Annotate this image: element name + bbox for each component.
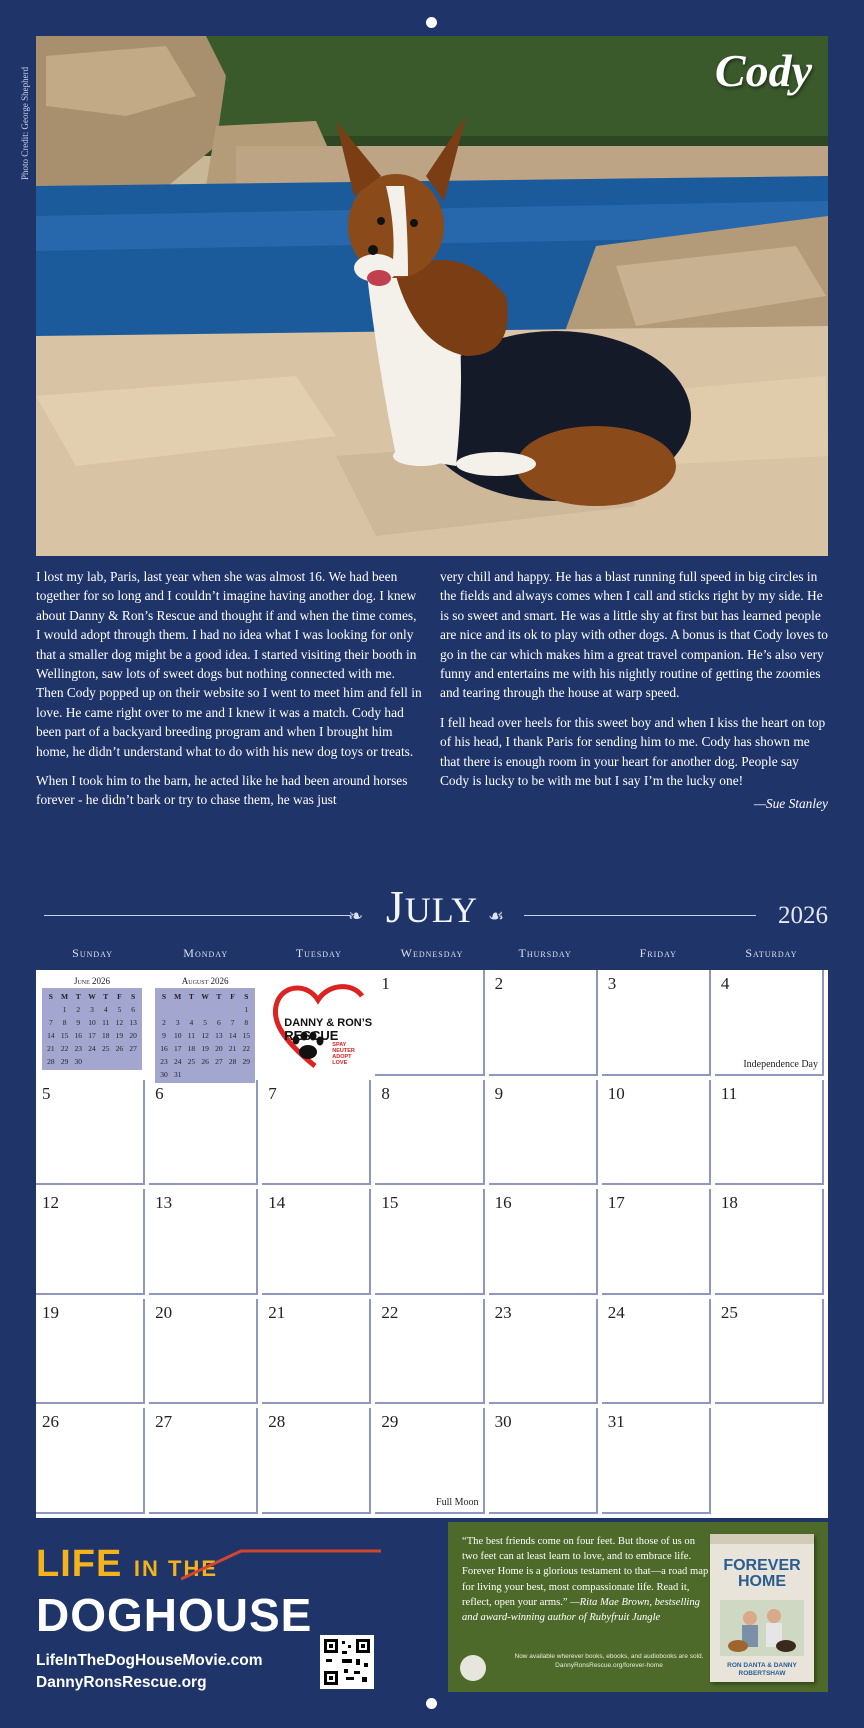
- mini-day: 30: [74, 1057, 83, 1066]
- mini-weekday: S: [131, 992, 136, 1001]
- mini-day: 22: [242, 1044, 251, 1053]
- mini-weekday: W: [201, 992, 209, 1001]
- mini-day: 16: [160, 1044, 168, 1053]
- hanging-hole: [426, 17, 437, 28]
- hanging-hole: [426, 1698, 437, 1709]
- mini-day: [85, 1055, 99, 1068]
- doghouse-title-bottom: DOGHOUSE: [36, 1589, 313, 1641]
- day-cell[interactable]: [489, 1189, 598, 1295]
- rescue-url-link[interactable]: DannyRonsRescue.org: [36, 1674, 207, 1691]
- mini-calendar-cell: [36, 970, 145, 1076]
- mini-day: [157, 1003, 171, 1016]
- rescue-logo-line2: RESCUE: [284, 1028, 339, 1043]
- mini-day: 15: [60, 1031, 69, 1040]
- mini-day: 8: [244, 1018, 249, 1027]
- swirl-ornament-icon: ❧: [348, 906, 364, 927]
- story-paragraph: When I took him to the barn, he acted like he had been around horses forever - he didn’t bark or try to chase them, he was just: [36, 773, 408, 808]
- mini-calendar-table: [155, 988, 255, 1083]
- day-cell[interactable]: [149, 1189, 258, 1295]
- availability-url[interactable]: DannyRonsRescue.org/forever-home: [555, 1662, 663, 1669]
- rescue-logo: [270, 978, 380, 1068]
- mini-day: 9: [162, 1031, 166, 1040]
- mini-day: 19: [115, 1031, 124, 1040]
- mini-day: 6: [131, 1005, 136, 1014]
- mini-day: 18: [101, 1031, 110, 1040]
- mini-day: 12: [115, 1018, 124, 1027]
- day-number: 1: [381, 974, 390, 993]
- day-cell[interactable]: [149, 1299, 258, 1405]
- mini-day: 3: [175, 1018, 180, 1027]
- mini-day: [99, 1055, 113, 1068]
- mini-weekday: T: [188, 992, 194, 1001]
- mini-day: 7: [48, 1018, 53, 1027]
- day-cell[interactable]: [375, 1189, 484, 1295]
- mini-day: 10: [173, 1031, 182, 1040]
- day-number: 5: [42, 1083, 51, 1103]
- mini-day: 14: [228, 1031, 237, 1040]
- weekday-label: Thursday: [518, 946, 572, 960]
- mini-day: 24: [88, 1044, 96, 1053]
- mini-day: 3: [90, 1005, 94, 1014]
- weekday-label: Wednesday: [400, 946, 464, 960]
- mini-calendar-title: June 2026: [73, 976, 111, 986]
- day-number: 18: [720, 1193, 738, 1213]
- book-quote: [462, 1534, 712, 1625]
- mini-weekday: T: [75, 992, 81, 1001]
- book-cover-strip: [710, 1534, 814, 1544]
- day-cell[interactable]: [489, 970, 598, 1076]
- rescue-logo-tags: [332, 1042, 355, 1066]
- calendar-grid: [36, 970, 828, 1518]
- month-initial: J: [385, 881, 405, 932]
- mini-day: 18: [187, 1044, 196, 1053]
- mini-day: 5: [117, 1005, 122, 1014]
- mini-day: 28: [47, 1057, 55, 1066]
- story-paragraph: I lost my lab, Paris, last year when she was almost 16. We had been together for so long and I couldn’t imagine having another dog. I knew about Danny & Ron’s Rescue and thought if and when the time comes, I would adopt through them. I had no idea what I was looking for only that a smaller dog might be a good idea. I started visiting their booth in Wellington, saw lots of sweet dogs but nothing connected with me. Then Cody popped up on their website so I went to meet him and fell in love. He came right over to me and I knew it was a match. Cody had been part of a backyard breeding program and when I brought him home, he didn’t understand what to do with his new dog toys or treats.: [36, 569, 422, 759]
- mini-weekday: S: [161, 992, 167, 1001]
- day-number: 2: [494, 974, 504, 993]
- mini-day: 26: [201, 1057, 209, 1066]
- qr-code[interactable]: [320, 1635, 374, 1689]
- day-number: 15: [381, 1193, 399, 1213]
- mini-day: 24: [173, 1057, 182, 1066]
- rescue-tag: LOVE: [332, 1060, 348, 1066]
- day-number: 30: [494, 1412, 512, 1432]
- day-number: 28: [268, 1412, 286, 1432]
- mini-day: 6: [216, 1018, 221, 1027]
- day-cell[interactable]: [262, 1299, 371, 1405]
- mini-day: 1: [62, 1005, 67, 1014]
- story-text: [36, 567, 828, 820]
- mini-day: 15: [242, 1031, 251, 1040]
- day-number: 31: [607, 1412, 625, 1432]
- movie-url-link[interactable]: LifeInTheDogHouseMovie.com: [36, 1652, 263, 1669]
- day-cell[interactable]: [489, 1080, 598, 1186]
- rescue-tag: NEUTER: [332, 1048, 355, 1054]
- mini-calendar-cell: [149, 970, 258, 1079]
- weekday-label: Friday: [639, 946, 677, 960]
- mini-day: 13: [215, 1031, 223, 1040]
- swirl-ornament-icon: ☙: [488, 906, 505, 927]
- mini-day: 20: [129, 1031, 137, 1040]
- mini-day: 29: [242, 1057, 251, 1066]
- day-number: 17: [607, 1193, 625, 1213]
- day-number: 24: [607, 1302, 625, 1322]
- book-cover: [710, 1534, 814, 1682]
- corgi-by-pool-illustration: [36, 36, 828, 556]
- day-cell[interactable]: [36, 1299, 145, 1405]
- mini-day: [171, 1003, 185, 1016]
- day-number: 29: [381, 1412, 399, 1432]
- book-authors: RON DANTA & DANNY ROBERTSHAW: [727, 1662, 797, 1677]
- mini-day: 21: [47, 1044, 55, 1053]
- availability-note: [504, 1652, 714, 1670]
- day-cell[interactable]: [602, 1299, 711, 1405]
- mini-day: 4: [189, 1018, 194, 1027]
- day-cell[interactable]: [262, 1408, 371, 1514]
- day-number: 16: [494, 1193, 512, 1213]
- mini-day: 10: [88, 1018, 96, 1027]
- roof-icon: [181, 1545, 381, 1585]
- mini-day: 26: [115, 1044, 124, 1053]
- photo-credit: Photo Credit: George Shepherd: [20, 66, 30, 180]
- book-title-line2: HOME: [738, 1573, 786, 1590]
- mini-day: 7: [230, 1018, 235, 1027]
- publisher-logo: [460, 1655, 486, 1681]
- mini-calendar-june: [42, 976, 142, 1070]
- book-ad: [448, 1522, 828, 1692]
- day-number: 14: [268, 1193, 286, 1213]
- day-cell[interactable]: [602, 970, 711, 1076]
- day-number: 21: [268, 1302, 286, 1322]
- day-number: 20: [155, 1302, 173, 1322]
- mini-day: 27: [215, 1057, 223, 1066]
- mini-day: 8: [62, 1018, 67, 1027]
- book-title-line1: FOREVER: [723, 1557, 801, 1574]
- day-cell[interactable]: [715, 970, 824, 1076]
- day-cell[interactable]: [36, 1408, 145, 1514]
- mini-day: [226, 1003, 240, 1016]
- day-cell[interactable]: [715, 1299, 824, 1405]
- day-cell[interactable]: [489, 1408, 598, 1514]
- doghouse-in-the: IN THE: [133, 1556, 219, 1581]
- mini-day: 21: [228, 1044, 237, 1053]
- weekday-label: Saturday: [745, 946, 798, 960]
- empty-day-cell: [715, 1408, 824, 1514]
- mini-day: 31: [173, 1070, 182, 1079]
- mini-day: 9: [76, 1018, 81, 1027]
- quote-text: “The best friends come on four feet. But those of us on two feet can at least learn to love, and to embrace life. Forever Home is a glorious testament to that—a road map for living your best, most compassionate life. Read it, reflect, open your arms.”: [462, 1536, 709, 1608]
- day-cell[interactable]: [602, 1080, 711, 1186]
- mini-weekday: F: [230, 992, 235, 1001]
- mini-day: 14: [47, 1031, 55, 1040]
- day-number: 9: [494, 1083, 504, 1103]
- mini-day: 13: [129, 1018, 137, 1027]
- mini-day: 16: [74, 1031, 83, 1040]
- mini-day: 12: [201, 1031, 209, 1040]
- rescue-logo-text: [284, 1018, 372, 1043]
- weekday-label: Monday: [183, 946, 229, 960]
- mini-day: 23: [160, 1057, 168, 1066]
- mini-day: [212, 1003, 226, 1016]
- mini-day: 2: [162, 1018, 166, 1027]
- day-number: 8: [381, 1083, 390, 1103]
- day-number: 25: [720, 1302, 738, 1322]
- day-note: Full Moon: [436, 1496, 479, 1508]
- day-cell[interactable]: [375, 1299, 484, 1405]
- rescue-tag: ADOPT: [332, 1054, 352, 1060]
- mini-day: 11: [187, 1031, 196, 1040]
- rescue-tag: SPAY: [332, 1042, 347, 1048]
- mini-day: [198, 1003, 212, 1016]
- month-header: [36, 880, 828, 940]
- day-cell[interactable]: [375, 970, 484, 1076]
- logo-cell: [262, 970, 371, 1076]
- mini-day: 2: [76, 1005, 81, 1014]
- dog-name-title: Cody: [714, 45, 812, 96]
- mini-day: [113, 1055, 127, 1068]
- mini-weekday: T: [103, 992, 109, 1001]
- book-cover-photo: [720, 1600, 804, 1656]
- month-name: [376, 880, 488, 933]
- mini-day: 19: [201, 1044, 209, 1053]
- mini-weekday: F: [117, 992, 122, 1001]
- weekday-label: Sunday: [72, 946, 113, 960]
- mini-day: 22: [60, 1044, 69, 1053]
- mini-weekday: M: [61, 992, 69, 1001]
- mini-day: 17: [173, 1044, 182, 1053]
- day-number: 10: [607, 1083, 625, 1103]
- day-note: Independence Day: [743, 1058, 818, 1070]
- mini-day: [126, 1055, 140, 1068]
- story-paragraph: I fell head over heels for this sweet boy and when I kiss the heart on top of his head, I thank Paris for sending him to me. Cody has shown me that there is enough room in your heart for another dog. People say Cody is lucky to be with me but I say I’m the lucky one!: [440, 714, 826, 789]
- mini-day: 1: [244, 1005, 249, 1014]
- mini-day: 27: [129, 1044, 137, 1053]
- mini-day: [44, 1003, 58, 1016]
- mini-weekday: M: [174, 992, 182, 1001]
- mini-weekday: S: [48, 992, 53, 1001]
- weekday-header-row: [36, 946, 828, 961]
- day-cell[interactable]: [489, 1299, 598, 1405]
- day-cell[interactable]: [602, 1189, 711, 1295]
- day-cell[interactable]: [36, 1189, 145, 1295]
- day-cell[interactable]: [375, 1408, 484, 1514]
- doghouse-ad: [36, 1543, 366, 1694]
- day-cell[interactable]: [715, 1189, 824, 1295]
- day-number: 6: [155, 1083, 164, 1103]
- mini-weekday: S: [244, 992, 249, 1001]
- mini-day: 30: [160, 1070, 168, 1079]
- mini-day: 5: [203, 1018, 207, 1027]
- mini-weekday: W: [88, 992, 96, 1001]
- day-cell[interactable]: [149, 1080, 258, 1186]
- mini-day: 20: [215, 1044, 223, 1053]
- day-number: 19: [42, 1302, 59, 1322]
- mini-day: 11: [102, 1018, 110, 1027]
- mini-calendar-table: [42, 988, 142, 1070]
- mini-day: 25: [101, 1044, 110, 1053]
- day-cell[interactable]: [375, 1080, 484, 1186]
- mini-calendar-title: August 2026: [181, 976, 229, 986]
- day-number: 23: [494, 1302, 512, 1322]
- mini-weekday: T: [216, 992, 222, 1001]
- day-number: 3: [607, 974, 617, 993]
- weekday-label: Tuesday: [295, 946, 342, 960]
- mini-day: 4: [103, 1005, 108, 1014]
- day-cell[interactable]: [262, 1080, 371, 1186]
- mini-day: 28: [228, 1057, 237, 1066]
- day-number: 26: [42, 1412, 59, 1432]
- year-label: 2026: [778, 902, 828, 929]
- qr-code-icon: [324, 1639, 370, 1685]
- day-number: 27: [155, 1412, 173, 1432]
- day-number: 12: [42, 1193, 59, 1213]
- day-number: 11: [720, 1083, 738, 1103]
- book-title: [710, 1558, 814, 1590]
- day-cell[interactable]: [36, 1080, 145, 1186]
- header-rule: [44, 915, 350, 916]
- story-paragraph: very chill and happy. He has a blast running full speed in big circles in the fields and always comes when I call and sticks right by my side. He is so sweet and smart. He was a little shy at first but has learned people are nice and its ok to play with other dogs. A bonus is that Cody loves to go in the car which makes him a great travel companion. He’s also very funny and entertains me with his nightly routine of getting the zoomies and tearing through the house at warp speed.: [440, 569, 828, 701]
- mini-day: [185, 1003, 199, 1016]
- availability-text: Now available wherever books, ebooks, and audiobooks are sold.: [514, 1653, 704, 1660]
- day-cell[interactable]: [262, 1189, 371, 1295]
- dog-photo: [36, 36, 828, 556]
- story-column-2: [440, 567, 828, 820]
- story-signature: —Sue Stanley: [753, 796, 828, 812]
- story-column-1: [36, 567, 424, 820]
- mini-calendar-august: [155, 976, 255, 1083]
- day-number: 13: [155, 1193, 173, 1213]
- mini-day: 29: [60, 1057, 69, 1066]
- day-number: 7: [268, 1083, 277, 1103]
- mini-day: 17: [88, 1031, 96, 1040]
- day-cell[interactable]: [715, 1080, 824, 1186]
- doghouse-life: LIFE: [36, 1543, 123, 1585]
- day-cell[interactable]: [149, 1408, 258, 1514]
- quote-attribution: —Rita Mae Brown, bestselling and award-winning author of Rubyfruit Jungle: [462, 1596, 700, 1624]
- rescue-logo-line1: DANNY & RON’S: [284, 1017, 373, 1029]
- day-cell[interactable]: [602, 1408, 711, 1514]
- header-rule: [524, 915, 756, 916]
- mini-day: 23: [74, 1044, 83, 1053]
- day-number: 4: [720, 974, 730, 993]
- month-rest: ULY: [404, 890, 479, 930]
- day-number: 22: [381, 1302, 399, 1322]
- mini-day: 25: [187, 1057, 196, 1066]
